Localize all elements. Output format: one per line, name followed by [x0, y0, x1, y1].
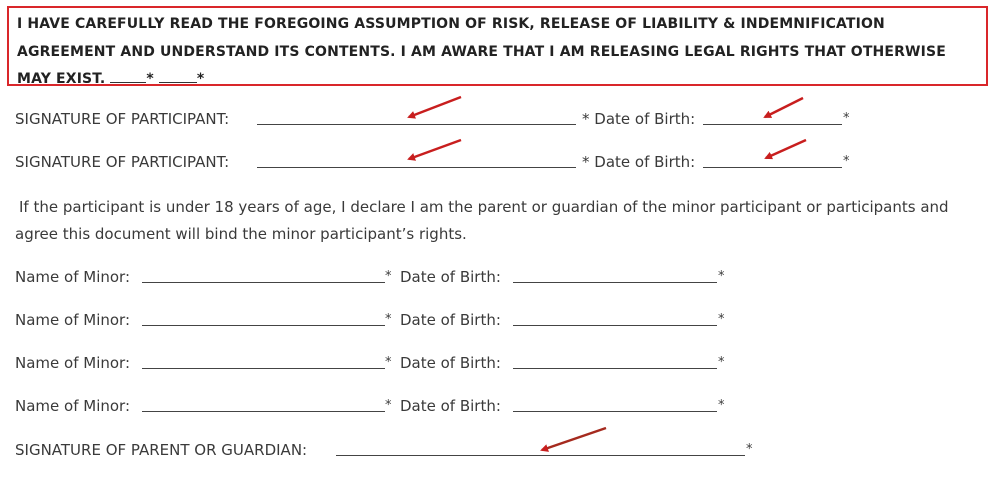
guardian-signature-label: SIGNATURE OF PARENT OR GUARDIAN: — [15, 441, 308, 459]
minor-dob-label-3: Date of Birth: — [400, 354, 501, 372]
participant-dob-line-1[interactable] — [703, 124, 842, 125]
initial-blank-1[interactable] — [110, 80, 146, 83]
minor-name-line-1[interactable] — [142, 282, 385, 283]
participant-dob-line-2[interactable] — [703, 167, 842, 168]
participant-signature-line-1[interactable] — [257, 124, 576, 125]
minor-name-label-2: Name of Minor: — [15, 311, 130, 329]
arrow-icon — [542, 428, 606, 450]
minor-name-line-2[interactable] — [142, 325, 385, 326]
minor-name-line-3[interactable] — [142, 368, 385, 369]
participant-dob-label-1: * Date of Birth: — [582, 110, 696, 128]
participant-signature-line-2[interactable] — [257, 167, 576, 168]
minor-declaration-text: If the participant is under 18 years of age, I declare I am the parent or guardian of the minor participant or participants and agree this document will bind the minor participant’s rights. — [15, 198, 949, 243]
required-asterisk: * — [385, 355, 392, 370]
arrow-icon — [766, 140, 806, 158]
minor-dob-label-1: Date of Birth: — [400, 268, 501, 286]
participant-signature-label-2: SIGNATURE OF PARTICIPANT: — [15, 153, 230, 171]
minor-dob-line-3[interactable] — [513, 368, 717, 369]
initial-asterisk-1: * — [146, 71, 154, 87]
minor-name-label-1: Name of Minor: — [15, 268, 130, 286]
required-asterisk: * — [718, 312, 725, 327]
acknowledgement-notice-box — [7, 6, 988, 86]
required-asterisk: * — [843, 154, 850, 169]
initial-asterisk-2: * — [196, 71, 205, 87]
initial-blank-2[interactable] — [159, 80, 197, 83]
participant-signature-label-1: SIGNATURE OF PARTICIPANT: — [15, 110, 230, 128]
acknowledgement-notice-text: I HAVE CAREFULLY READ THE FOREGOING ASSUMPTION OF RISK, RELEASE OF LIABILITY & INDEMNIFICATION AGREEMENT AND UNDERSTAND ITS CONTENTS. I AM AWARE THAT I AM RELEASING LEGAL RIGHTS THAT OTHERWISE MAY EXIST. — [17, 16, 946, 87]
required-asterisk: * — [746, 442, 753, 457]
participant-dob-label-2: * Date of Birth: — [582, 153, 696, 171]
minor-name-line-4[interactable] — [142, 411, 385, 412]
minor-dob-label-2: Date of Birth: — [400, 311, 501, 329]
arrow-icon — [409, 97, 461, 117]
required-asterisk: * — [718, 269, 725, 284]
minor-name-label-4: Name of Minor: — [15, 397, 130, 415]
required-asterisk: * — [385, 398, 392, 413]
required-asterisk: * — [718, 355, 725, 370]
minor-dob-line-2[interactable] — [513, 325, 717, 326]
required-asterisk: * — [385, 312, 392, 327]
minor-dob-label-4: Date of Birth: — [400, 397, 501, 415]
arrow-icon — [409, 140, 461, 159]
arrow-icon — [765, 98, 803, 117]
required-asterisk: * — [718, 398, 725, 413]
required-asterisk: * — [843, 111, 850, 126]
minor-name-label-3: Name of Minor: — [15, 354, 130, 372]
minor-dob-line-1[interactable] — [513, 282, 717, 283]
required-asterisk: * — [385, 269, 392, 284]
guardian-signature-line[interactable] — [336, 455, 745, 456]
minor-dob-line-4[interactable] — [513, 411, 717, 412]
